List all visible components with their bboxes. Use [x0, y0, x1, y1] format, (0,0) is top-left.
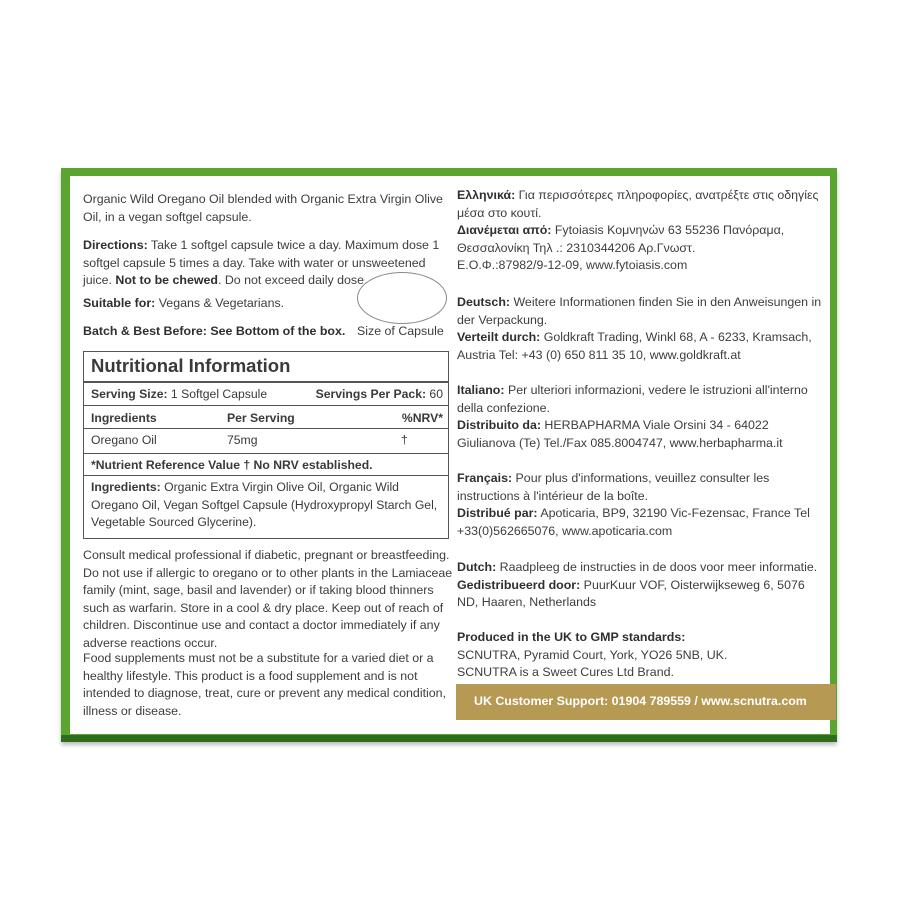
capsule-size-outline: [357, 272, 447, 324]
nutrition-title: Nutritional Information: [91, 355, 291, 376]
greek-section: Ελληνικά: Για περισσότερες πληροφορίες, ανατρέξτε στις οδηγίες μέσα στο κουτί. Διανέμεται από: Fytoiasis Κομνηνών 63 55236 Πανόραμα, Θεσσαλονίκη Τηλ .: 2310344206 Αρ.Γνωστ. Ε.Ο.Φ.:87982/9-12-09, www.fytoiasis.com: [457, 188, 819, 272]
nutrition-divider: [84, 405, 448, 406]
directions-text: Directions: Take 1 softgel capsule twice a day. Maximum dose 1 softgel capsule 5 times a day. Take with water or unsweetened juice. Not to be chewed. Do not exceed daily dose.: [83, 238, 440, 287]
german-section: Deutsch: Weitere Informationen finden Sie in den Anweisungen in der Verpackung. Verteilt durch: Goldkraft Trading, Winkl 68, A - 6233, Kramsach, Austria Tel: +43 (0) 650 811 35 10, www.goldkraft.at: [457, 295, 822, 362]
nutrition-divider: [84, 475, 448, 476]
french-section: Français: Pour plus d'informations, veuillez consulter les instructions à l'intérieur de la boîte. Distribué par: Apoticaria, BP9, 32190 Vic-Fezensac, France Tel +33(0)562665076, www.apoticaria.com: [457, 471, 810, 538]
col-nrv: %NRV*: [401, 411, 443, 425]
batch-text: Batch & Best Before: See Bottom of the box.: [83, 324, 346, 338]
nutrition-table: [83, 351, 449, 539]
nutrition-divider: [84, 381, 448, 383]
customer-support-bar: [456, 684, 836, 720]
oregano-oil-amount: 75mg: [227, 433, 258, 447]
col-ingredients: Ingredients: [91, 411, 157, 425]
nrv-footnote: *Nutrient Reference Value † No NRV established.: [91, 458, 373, 472]
suitable-text: Suitable for: Vegans & Vegetarians.: [83, 296, 285, 310]
intro-text: Organic Wild Oregano Oil blended with Organic Extra Virgin Olive Oil, in a vegan softgel capsule.: [83, 192, 443, 224]
capsule-size-label: Size of Capsule: [357, 324, 444, 338]
oregano-oil-name: Oregano Oil: [91, 433, 157, 447]
italian-section: Italiano: Per ulteriori informazioni, vedere le istruzioni all'interno della confezione. Distribuito da: HERBAPHARMA Viale Orsini 34 - 64022 Giulianova (Te) Tel./Fax 085.8004747, www.herbapharma.it: [457, 383, 808, 450]
col-per-serving: Per Serving: [227, 411, 295, 425]
produced-section: Produced in the UK to GMP standards: SCNUTRA, Pyramid Court, York, YO26 5NB, UK. SCNUTRA is a Sweet Cures Ltd Brand.: [457, 630, 728, 679]
nutrition-divider: [84, 453, 448, 454]
customer-support-text: UK Customer Support: 01904 789559 / www.scnutra.com: [474, 694, 807, 708]
nutrition-divider: [84, 428, 448, 429]
box-bottom-edge: [61, 735, 837, 742]
food-supplement-text: Food supplements must not be a substitute for a varied diet or a healthy lifestyle. This product is a food supplement and is not intended to diagnose, treat, cure or prevent any medical condition, illness or disease.: [83, 651, 446, 718]
serving-size: Serving Size: 1 Softgel Capsule: [91, 387, 268, 401]
oregano-oil-nrv: †: [401, 433, 408, 447]
dutch-section: Dutch: Raadpleeg de instructies in de doos voor meer informatie. Gedistribueerd door: PuurKuur VOF, Oisterwijkseweg 6, 5076 ND, Haaren, Netherlands: [457, 560, 818, 609]
servings-per-pack: Servings Per Pack: 60: [315, 387, 443, 401]
warning-text: Consult medical professional if diabetic, pregnant or breastfeeding. Do not use if allergic to oregano or to other plants in the Lamiaceae family (mint, sage, basil and lavender) or if taking blood thinners such as warfarin. Store in a cool & dry place. Keep out of reach of children. Discontinue use and contact a doctor immediately if any adverse reactions occur.: [83, 548, 453, 650]
ingredients-text: Ingredients: Organic Extra Virgin Olive Oil, Organic Wild Oregano Oil, Vegan Softgel Capsule (Hydroxypropyl Starch Gel, Vegetable Sourced Glycerine).: [91, 480, 438, 529]
